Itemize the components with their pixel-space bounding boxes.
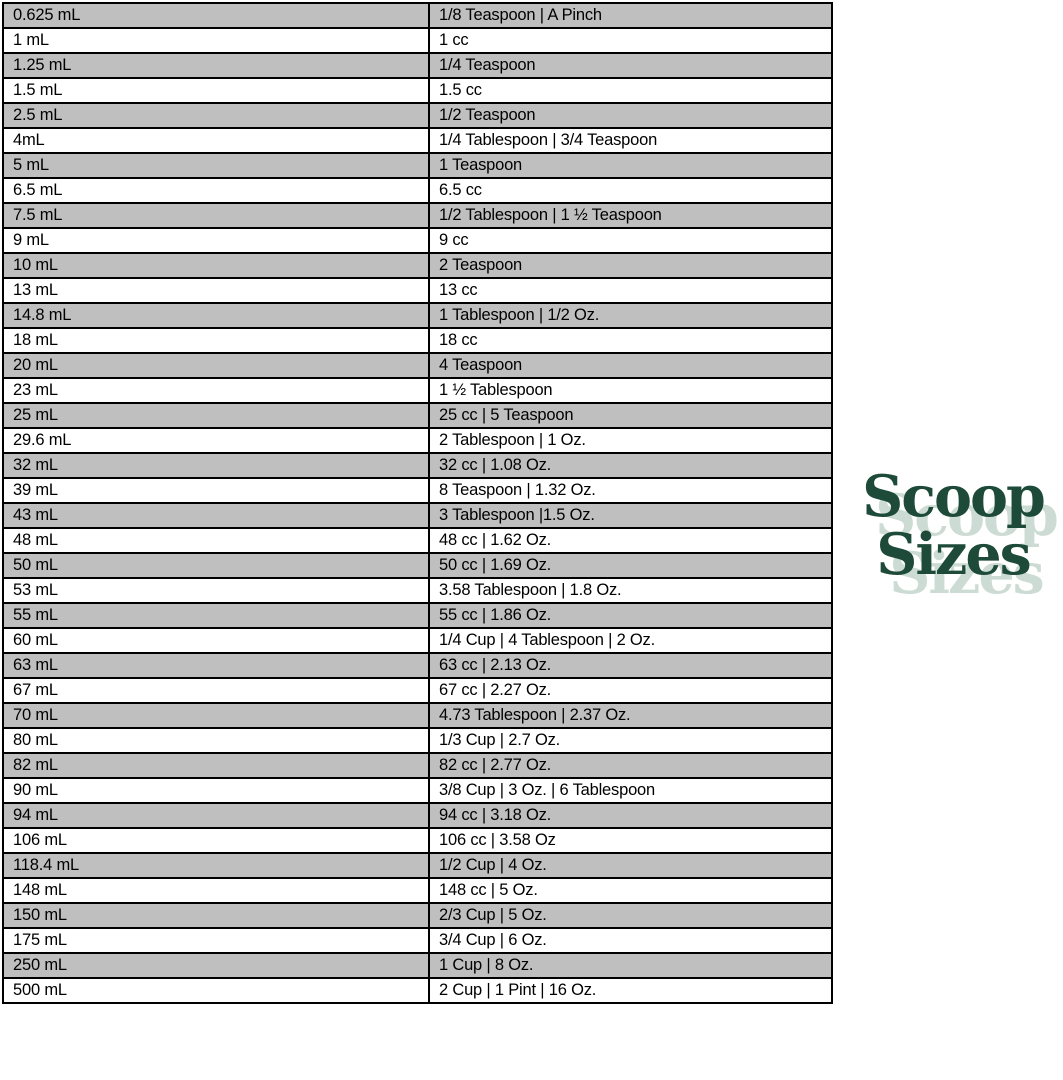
equivalent-cell: 8 Teaspoon | 1.32 Oz.: [429, 478, 832, 503]
milliliters-cell: 148 mL: [3, 878, 429, 903]
milliliters-cell: 0.625 mL: [3, 3, 429, 28]
milliliters-cell: 50 mL: [3, 553, 429, 578]
milliliters-cell: 80 mL: [3, 728, 429, 753]
scoop-sizes-logo: [843, 463, 1063, 589]
equivalent-cell: 1 Teaspoon: [429, 153, 832, 178]
milliliters-cell: 20 mL: [3, 353, 429, 378]
milliliters-cell: 150 mL: [3, 903, 429, 928]
equivalent-cell: 50 cc | 1.69 Oz.: [429, 553, 832, 578]
table-row: [3, 803, 832, 828]
table-row: [3, 728, 832, 753]
milliliters-cell: 48 mL: [3, 528, 429, 553]
milliliters-cell: 43 mL: [3, 503, 429, 528]
milliliters-cell: 82 mL: [3, 753, 429, 778]
milliliters-cell: 5 mL: [3, 153, 429, 178]
table-row: [3, 528, 832, 553]
equivalent-cell: 9 cc: [429, 228, 832, 253]
milliliters-cell: 90 mL: [3, 778, 429, 803]
milliliters-cell: 1 mL: [3, 28, 429, 53]
equivalent-cell: 1/2 Tablespoon | 1 ½ Teaspoon: [429, 203, 832, 228]
milliliters-cell: 6.5 mL: [3, 178, 429, 203]
table-row: [3, 903, 832, 928]
milliliters-cell: 4mL: [3, 128, 429, 153]
table-row: [3, 428, 832, 453]
table-row: [3, 578, 832, 603]
milliliters-cell: 53 mL: [3, 578, 429, 603]
table-row: [3, 978, 832, 1003]
milliliters-cell: 29.6 mL: [3, 428, 429, 453]
table-row: [3, 703, 832, 728]
milliliters-cell: 70 mL: [3, 703, 429, 728]
milliliters-cell: 14.8 mL: [3, 303, 429, 328]
equivalent-cell: 106 cc | 3.58 Oz: [429, 828, 832, 853]
table-row: [3, 653, 832, 678]
milliliters-cell: 1.25 mL: [3, 53, 429, 78]
table-row: [3, 303, 832, 328]
milliliters-cell: 32 mL: [3, 453, 429, 478]
equivalent-cell: 32 cc | 1.08 Oz.: [429, 453, 832, 478]
logo-line-2: Sizes: [876, 521, 1030, 589]
equivalent-cell: 82 cc | 2.77 Oz.: [429, 753, 832, 778]
conversion-table-body: [3, 3, 832, 1003]
equivalent-cell: 13 cc: [429, 278, 832, 303]
table-row: [3, 878, 832, 903]
equivalent-cell: 18 cc: [429, 328, 832, 353]
equivalent-cell: 1/8 Teaspoon | A Pinch: [429, 3, 832, 28]
equivalent-cell: 48 cc | 1.62 Oz.: [429, 528, 832, 553]
milliliters-cell: 18 mL: [3, 328, 429, 353]
milliliters-cell: 60 mL: [3, 628, 429, 653]
equivalent-cell: 1/2 Teaspoon: [429, 103, 832, 128]
equivalent-cell: 1/2 Cup | 4 Oz.: [429, 853, 832, 878]
equivalent-cell: 148 cc | 5 Oz.: [429, 878, 832, 903]
table-row: [3, 103, 832, 128]
table-row: [3, 153, 832, 178]
equivalent-cell: 1 Cup | 8 Oz.: [429, 953, 832, 978]
table-row: [3, 928, 832, 953]
equivalent-cell: 25 cc | 5 Teaspoon: [429, 403, 832, 428]
equivalent-cell: 4 Teaspoon: [429, 353, 832, 378]
table-row: [3, 3, 832, 28]
table-row: [3, 828, 832, 853]
equivalent-cell: 6.5 cc: [429, 178, 832, 203]
logo-line-1: Scoop: [862, 463, 1044, 530]
milliliters-cell: 94 mL: [3, 803, 429, 828]
table-row: [3, 853, 832, 878]
equivalent-cell: 3/8 Cup | 3 Oz. | 6 Tablespoon: [429, 778, 832, 803]
table-row: [3, 503, 832, 528]
equivalent-cell: 3/4 Cup | 6 Oz.: [429, 928, 832, 953]
equivalent-cell: 2 Teaspoon: [429, 253, 832, 278]
equivalent-cell: 1/3 Cup | 2.7 Oz.: [429, 728, 832, 753]
table-row: [3, 478, 832, 503]
table-row: [3, 78, 832, 103]
milliliters-cell: 10 mL: [3, 253, 429, 278]
equivalent-cell: 3 Tablespoon |1.5 Oz.: [429, 503, 832, 528]
equivalent-cell: 2/3 Cup | 5 Oz.: [429, 903, 832, 928]
milliliters-cell: 63 mL: [3, 653, 429, 678]
table-row: [3, 278, 832, 303]
equivalent-cell: 1 Tablespoon | 1/2 Oz.: [429, 303, 832, 328]
milliliters-cell: 9 mL: [3, 228, 429, 253]
equivalent-cell: 1/4 Tablespoon | 3/4 Teaspoon: [429, 128, 832, 153]
table-row: [3, 28, 832, 53]
table-row: [3, 53, 832, 78]
milliliters-cell: 25 mL: [3, 403, 429, 428]
equivalent-cell: 4.73 Tablespoon | 2.37 Oz.: [429, 703, 832, 728]
table-row: [3, 328, 832, 353]
table-row: [3, 203, 832, 228]
equivalent-cell: 94 cc | 3.18 Oz.: [429, 803, 832, 828]
equivalent-cell: 1 cc: [429, 28, 832, 53]
milliliters-cell: 1.5 mL: [3, 78, 429, 103]
milliliters-cell: 13 mL: [3, 278, 429, 303]
equivalent-cell: 2 Tablespoon | 1 Oz.: [429, 428, 832, 453]
milliliters-cell: 500 mL: [3, 978, 429, 1003]
equivalent-cell: 1 ½ Tablespoon: [429, 378, 832, 403]
table-row: [3, 628, 832, 653]
conversion-table: [2, 2, 833, 1004]
table-row: [3, 353, 832, 378]
table-row: [3, 603, 832, 628]
milliliters-cell: 250 mL: [3, 953, 429, 978]
table-row: [3, 953, 832, 978]
milliliters-cell: 2.5 mL: [3, 103, 429, 128]
milliliters-cell: 175 mL: [3, 928, 429, 953]
equivalent-cell: 2 Cup | 1 Pint | 16 Oz.: [429, 978, 832, 1003]
table-row: [3, 178, 832, 203]
table-row: [3, 553, 832, 578]
table-row: [3, 453, 832, 478]
equivalent-cell: 1/4 Teaspoon: [429, 53, 832, 78]
equivalent-cell: 1.5 cc: [429, 78, 832, 103]
milliliters-cell: 106 mL: [3, 828, 429, 853]
milliliters-cell: 7.5 mL: [3, 203, 429, 228]
milliliters-cell: 67 mL: [3, 678, 429, 703]
table-row: [3, 253, 832, 278]
equivalent-cell: 3.58 Tablespoon | 1.8 Oz.: [429, 578, 832, 603]
table-row: [3, 403, 832, 428]
table-row: [3, 378, 832, 403]
milliliters-cell: 55 mL: [3, 603, 429, 628]
milliliters-cell: 118.4 mL: [3, 853, 429, 878]
milliliters-cell: 23 mL: [3, 378, 429, 403]
table-row: [3, 128, 832, 153]
equivalent-cell: 67 cc | 2.27 Oz.: [429, 678, 832, 703]
milliliters-cell: 39 mL: [3, 478, 429, 503]
equivalent-cell: 1/4 Cup | 4 Tablespoon | 2 Oz.: [429, 628, 832, 653]
equivalent-cell: 55 cc | 1.86 Oz.: [429, 603, 832, 628]
equivalent-cell: 63 cc | 2.13 Oz.: [429, 653, 832, 678]
table-row: [3, 778, 832, 803]
table-row: [3, 228, 832, 253]
table-row: [3, 678, 832, 703]
table-row: [3, 753, 832, 778]
